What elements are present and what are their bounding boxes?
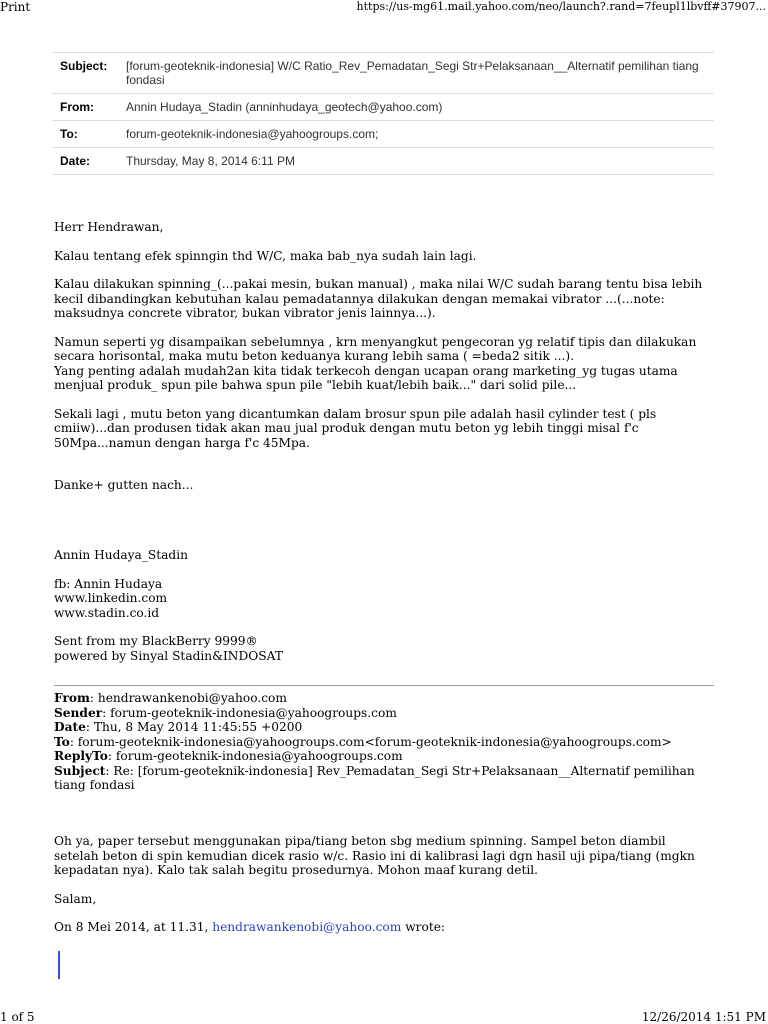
subject-label: Subject: xyxy=(60,59,108,73)
body-paragraph-3b: Yang penting adalah mudah2an kita tidak terkecoh dengan ucapan orang marketing_yg tugas utama menjual produk_ spun pile bahwa spun pile "lebih kuat/lebih baik..." dari solid pile... xyxy=(54,363,678,392)
signature xyxy=(54,548,714,663)
to-value: forum-geoteknik-indonesia@yahoogroups.com; xyxy=(126,127,379,141)
message-body xyxy=(54,220,714,493)
body-paragraph-4: Sekali lagi , mutu beton yang dicantumkan dalam brosur spun pile adalah hasil cylinder test ( pls cmiiw)...dan produsen tidak akan mau jual produk dengan mutu beton yg lebih tinggi misal f'c 50Mpa...namun dengan harga f'c 45Mpa. xyxy=(54,406,657,450)
quoted-from-value: : hendrawankenobi@yahoo.com xyxy=(89,691,287,705)
to-row xyxy=(52,121,714,148)
powered-by: powered by Sinyal Stadin&INDOSAT xyxy=(54,648,283,663)
signature-name: Annin Hudaya_Stadin xyxy=(54,548,188,562)
wrote-suffix: wrote: xyxy=(401,920,446,934)
quoted-to-label: To xyxy=(54,734,70,749)
quoted-salam: Salam, xyxy=(54,891,97,906)
wrote-prefix: On 8 Mei 2014, at 11.31, xyxy=(54,920,213,934)
quoted-from-label: From xyxy=(54,691,90,705)
date-value: Thursday, May 8, 2014 6:11 PM xyxy=(126,154,295,168)
signature-fb: fb: Annin Hudaya xyxy=(54,576,163,591)
quoted-header xyxy=(54,691,714,793)
wrote-email-link[interactable]: hendrawankenobi@yahoo.com xyxy=(212,920,402,934)
quoted-from xyxy=(54,691,714,706)
from-value: Annin Hudaya_Stadin (anninhudaya_geotech@yahoo.com) xyxy=(126,100,443,114)
quoted-replyto-label: ReplyTo xyxy=(54,749,108,763)
quoted-date xyxy=(54,720,714,735)
quoted-sender-label: Sender xyxy=(54,705,103,720)
closing: Danke+ gutten nach... xyxy=(54,478,194,492)
quoted-replyto xyxy=(54,749,714,764)
quoted-paragraph-1: Oh ya, paper tersebut menggunakan pipa/tiang beton sbg medium spinning. Sampel beton diambil setelah beton di spin kemudian dicek rasio w/c. Rasio ini di kalibrasi lagi dgn hasil uji pipa/tiang (mgkn kepadatan nya). Kalo tak salah begitu prosedurnya. Mohon maaf kurang detil. xyxy=(54,834,695,877)
quoted-body xyxy=(54,834,714,935)
date-row xyxy=(52,148,714,175)
subject-value: [forum-geoteknik-indonesia] W/C Ratio_Rev_Pemadatan_Segi Str+Pelaksanaan__Alternatif pemilihan tiang fondasi xyxy=(126,59,699,87)
quoted-to xyxy=(54,735,714,750)
body-paragraph-3a: Namun seperti yg disampaikan sebelumnya , krn menyangkut pengecoran yg relatif tipis dan dilakukan secara horisontal, maka mutu beton keduanya kurang lebih sama ( =beda2 sitik ...). xyxy=(54,334,697,363)
quoted-wrote-line xyxy=(54,920,714,935)
quoted-replyto-value: : forum-geoteknik-indonesia@yahoogroups.com xyxy=(107,749,403,763)
to-label: To: xyxy=(60,127,78,141)
sent-from: Sent from my BlackBerry 9999® xyxy=(54,634,258,648)
signature-website: www.stadin.co.id xyxy=(54,605,160,620)
print-title: Print xyxy=(0,0,31,14)
quoted-date-value: : Thu, 8 May 2014 11:45:55 +0200 xyxy=(85,720,303,734)
quoted-sender-value: : forum-geoteknik-indonesia@yahoogroups.com xyxy=(102,705,397,720)
signature-linkedin: www.linkedin.com xyxy=(54,591,168,605)
quote-bar xyxy=(58,951,60,979)
quoted-to-value: : forum-geoteknik-indonesia@yahoogroups.com<forum-geoteknik-indonesia@yahoogroups.com> xyxy=(69,734,672,749)
date-label: Date: xyxy=(60,154,91,168)
quoted-subject xyxy=(54,764,714,793)
quoted-sender xyxy=(54,706,714,721)
print-timestamp: 12/26/2014 1:51 PM xyxy=(641,1010,766,1024)
quoted-subject-label: Subject xyxy=(54,763,106,778)
greeting: Herr Hendrawan, xyxy=(54,220,164,234)
divider xyxy=(54,685,714,686)
body-paragraph-1: Kalau tentang efek spinngin thd W/C, maka bab_nya sudah lain lagi. xyxy=(54,248,477,263)
quoted-subject-value: : Re: [forum-geoteknik-indonesia] Rev_Pemadatan_Segi Str+Pelaksanaan__Alternatif pemilihan tiang fondasi xyxy=(54,763,695,792)
from-label: From: xyxy=(60,100,94,114)
email-header xyxy=(52,52,714,175)
body-paragraph-2: Kalau dilakukan spinning_(...pakai mesin, bukan manual) , maka nilai W/C sudah barang tentu bisa lebih kecil dibandingkan kebutuhan kalau pemadatannya dilakukan dengan memakai vibrator ...(...note: maksudnya concrete vibrator, bukan vibrator jenis lainnya...). xyxy=(54,277,703,320)
subject-row xyxy=(52,53,714,94)
from-row xyxy=(52,94,714,121)
page-count: 1 of 5 xyxy=(0,1010,35,1024)
quoted-date-label: Date xyxy=(54,720,86,734)
print-url: https://us-mg61.mail.yahoo.com/neo/launch?.rand=7feupl1lbvff#37907... xyxy=(356,0,766,13)
